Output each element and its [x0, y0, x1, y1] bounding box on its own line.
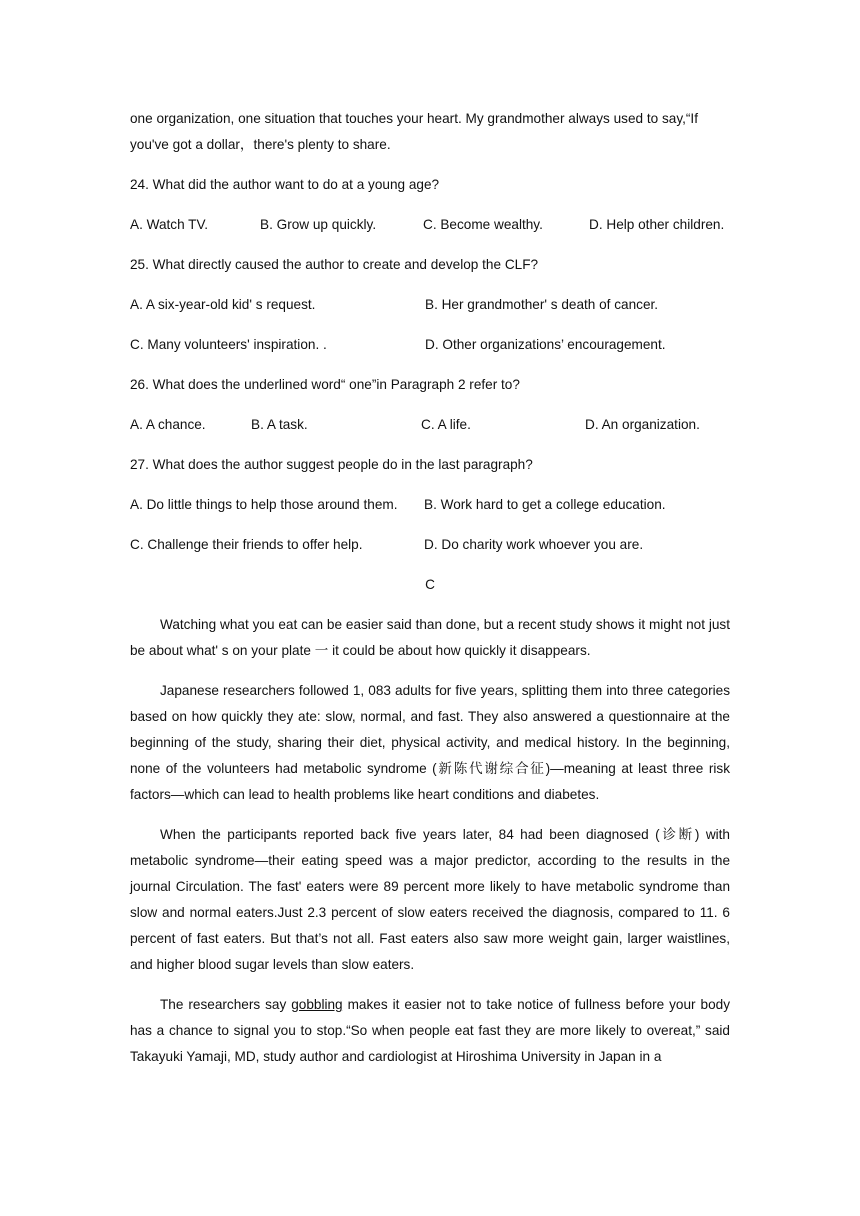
question-27-options-row-1 [130, 492, 730, 518]
p4-text-before: The researchers say [160, 997, 292, 1012]
q24-option-c: C. Become wealthy. [423, 217, 543, 232]
underlined-word-gobbling: gobbling [291, 997, 343, 1012]
question-27-options-row-2 [130, 532, 730, 558]
passage-paragraph-3: When the participants reported back five years later, 84 had been diagnosed (诊断) with metabolic syndrome—their eating speed was a major predictor, according to the results in the journal Circulation. The fast' eaters were 89 percent more likely to have metabolic syndrome than slow and normal eaters.Just 2.3 percent of slow eaters received the diagnosis, compared to 11. 6 percent of fast eaters. But that’s not all. Fast eaters also saw more weight gain, larger waistlines, and higher blood sugar levels than slow eaters. [130, 827, 730, 972]
section-label: C [425, 577, 435, 592]
q24-option-a: A. Watch TV. [130, 217, 209, 232]
q27-option-d: D. Do charity work whoever you are. [424, 537, 644, 552]
passage-paragraph-4 [130, 992, 730, 1070]
passage-paragraph-2: Japanese researchers followed 1, 083 adults for five years, splitting them into three categories based on how quickly they ate: slow, normal, and fast. They also answered a questionnaire at the beginning of the study, sharing their diet, physical activity, and medical history. In the beginning, none of the volunteers had metabolic syndrome (新陈代谢综合征)—meaning at least three risk factors—which can lead to health problems like heart conditions and diabetes. [130, 683, 730, 802]
q26-option-c: C. A life. [421, 417, 471, 432]
question-27-stem: 27. What does the author suggest people do in the last paragraph? [130, 457, 533, 472]
p4-text-after: makes it easier not to take notice of fullness before your body has a chance to signal you to stop.“So when people eat fast they are more likely to overeat,” said Takayuki Yamaji, MD, study author and cardiologist at Hiroshima University in Japan in a [130, 997, 731, 1064]
q26-option-d: D. An organization. [585, 417, 700, 432]
question-25-stem: 25. What directly caused the author to create and develop the CLF? [130, 257, 539, 272]
intro-line-1: one organization, one situation that touches your heart. My grandmother always used to say,“If [130, 111, 698, 126]
q25-option-d: D. Other organizations’ encouragement. [425, 337, 666, 352]
q26-option-b: B. A task. [251, 417, 308, 432]
intro-line-2: you've got a dollar，there's plenty to share. [130, 137, 391, 152]
question-25-options-row-1 [130, 292, 730, 318]
document-page [130, 106, 730, 1084]
q24-option-b: B. Grow up quickly. [260, 217, 377, 232]
q26-option-a: A. A chance. [130, 417, 206, 432]
q25-option-a: A. A six-year-old kid' s request. [130, 297, 316, 312]
q27-option-a: A. Do little things to help those around them. [130, 497, 398, 512]
q27-option-c: C. Challenge their friends to offer help. [130, 537, 363, 552]
question-24-stem: 24. What did the author want to do at a young age? [130, 177, 440, 192]
q27-option-b: B. Work hard to get a college education. [424, 497, 666, 512]
q24-option-d: D. Help other children. [589, 217, 725, 232]
question-25-options-row-2 [130, 332, 730, 358]
passage-paragraph-1: Watching what you eat can be easier said than done, but a recent study shows it might not just be about what' s on your plate 一 it could be about how quickly it disappears. [130, 617, 730, 658]
intro-paragraph [130, 106, 730, 158]
q25-option-b: B. Her grandmother' s death of cancer. [425, 297, 659, 312]
question-26-stem: 26. What does the underlined word“ one”in Paragraph 2 refer to? [130, 377, 520, 392]
q25-option-c: C. Many volunteers' inspiration. . [130, 337, 327, 352]
question-26-options [130, 412, 730, 438]
question-24-options [130, 212, 730, 238]
